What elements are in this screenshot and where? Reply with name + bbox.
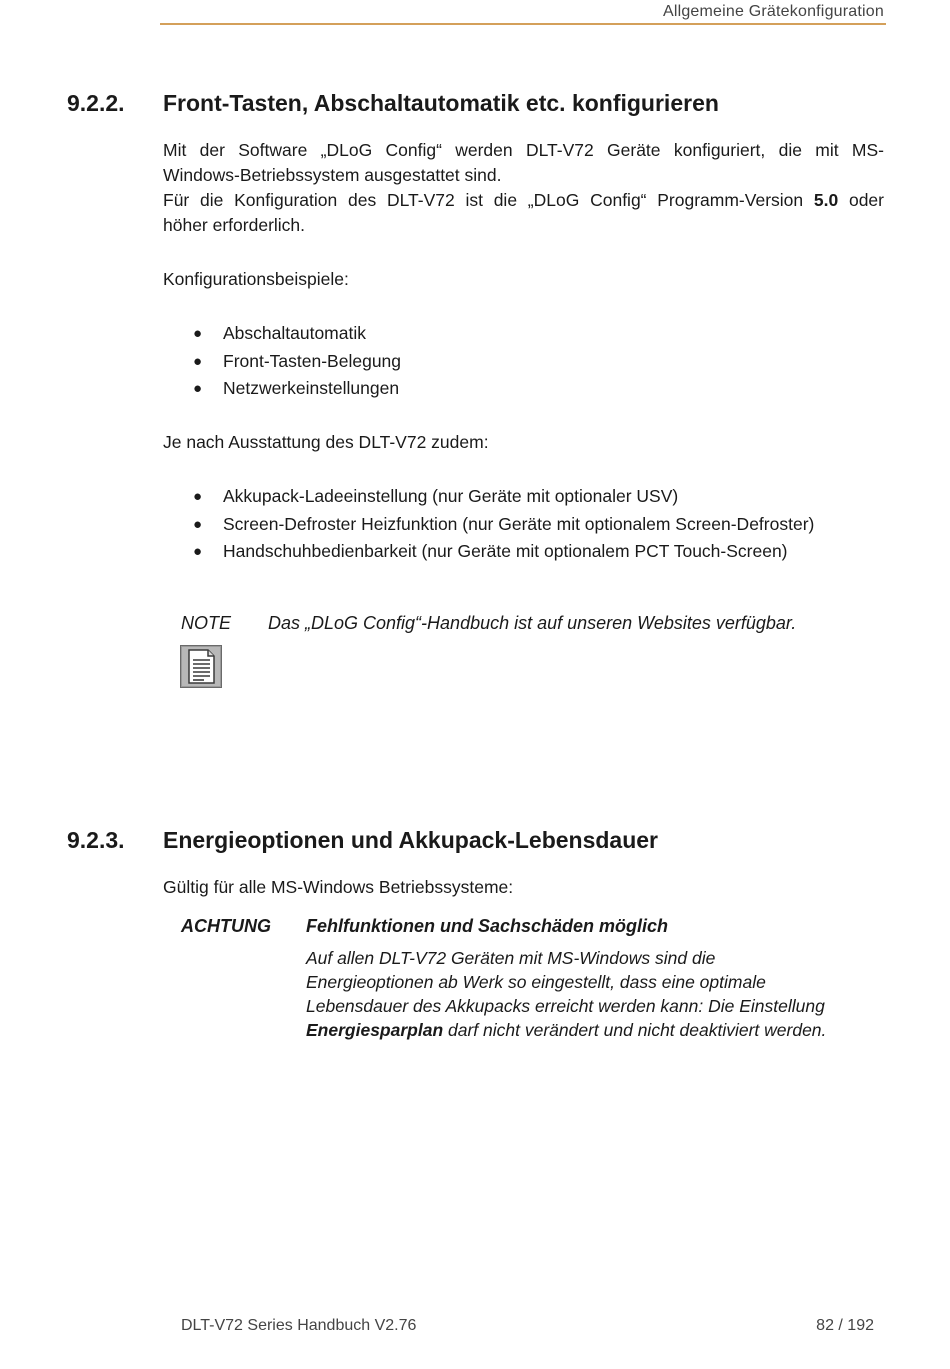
- warning-line-1: Auf allen DLT-V72 Geräten mit MS-Windows sind die: [306, 948, 716, 968]
- bullet-icon: ●: [193, 380, 203, 397]
- section-intro: Gültig für alle MS-Windows Betriebssysteme:: [163, 877, 514, 897]
- warning-line-4: [306, 1018, 826, 1042]
- list-item-text: Netzwerkeinstellungen: [223, 378, 400, 398]
- list-item: [193, 483, 814, 511]
- footer-document-title: DLT-V72 Series Handbuch V2.76: [181, 1317, 417, 1334]
- requirement-line-1: [163, 188, 884, 213]
- warning-line-4-text: darf nicht verändert und nicht deaktiviert werden.: [443, 1020, 827, 1040]
- section-number: 9.2.2.: [67, 90, 125, 116]
- intro-paragraph: [163, 138, 884, 238]
- warning-body: [306, 946, 826, 1042]
- header-title: Allgemeine Grätekonfiguration: [662, 3, 884, 20]
- list-item-text: Abschaltautomatik: [223, 323, 366, 343]
- bullet-icon: ●: [193, 325, 203, 342]
- examples-heading: Konfigurationsbeispiele:: [163, 269, 349, 289]
- section-number: 9.2.3.: [67, 827, 125, 853]
- equipment-list: [193, 483, 814, 566]
- note-text: Das „DLoG Config“-Handbuch ist auf unseren Websites verfügbar.: [268, 613, 797, 633]
- section-title: Front-Tasten, Abschaltautomatik etc. konfigurieren: [163, 90, 719, 116]
- warning-label: ACHTUNG: [181, 916, 271, 936]
- list-item: [193, 538, 814, 566]
- list-item-text: Akkupack-Ladeeinstellung (nur Geräte mit optionaler USV): [223, 486, 679, 506]
- list-item-text: Screen-Defroster Heizfunktion (nur Geräte mit optionalem Screen-Defroster): [223, 513, 815, 534]
- intro-line-1: Mit der Software „DLoG Config“ werden DLT-V72 Geräte konfiguriert, die mit MS-: [163, 140, 884, 160]
- version-number: 5.0: [813, 190, 839, 210]
- list-item-text: Front-Tasten-Belegung: [223, 350, 402, 371]
- list-item: [193, 375, 401, 403]
- warning-line-2: Energieoptionen ab Werk so eingestellt, dass eine optimale: [306, 972, 766, 992]
- warning-emphasis: Energiesparplan: [306, 1020, 444, 1040]
- bullet-icon: ●: [193, 488, 203, 505]
- intro-line-2: Windows-Betriebssystem ausgestattet sind.: [163, 165, 502, 185]
- document-note-icon: [180, 645, 222, 688]
- warning-line-3: Lebensdauer des Akkupacks erreicht werden kann: Die Einstellung: [306, 996, 825, 1016]
- bullet-icon: ●: [193, 352, 203, 370]
- section-title: Energieoptionen und Akkupack-Lebensdauer: [163, 827, 659, 853]
- requirement-text: Für die Konfiguration des DLT-V72 ist die „DLoG Config“ Programm-Version: [163, 190, 814, 210]
- equipment-heading: Je nach Ausstattung des DLT-V72 zudem:: [163, 432, 489, 452]
- note-label: NOTE: [181, 613, 232, 633]
- header-divider: [160, 23, 886, 25]
- list-item-text: Handschuhbedienbarkeit (nur Geräte mit optionalem PCT Touch-Screen): [223, 541, 788, 561]
- requirement-suffix: oder: [838, 190, 884, 210]
- list-item: [193, 348, 401, 376]
- list-item: [193, 511, 814, 539]
- bullet-icon: ●: [193, 515, 203, 533]
- list-item: [193, 320, 401, 348]
- footer-page-number: 82 / 192: [816, 1317, 874, 1334]
- warning-title: Fehlfunktionen und Sachschäden möglich: [306, 916, 669, 936]
- bullet-icon: ●: [193, 543, 203, 560]
- examples-list: [193, 320, 401, 403]
- requirement-line-2: höher erforderlich.: [163, 215, 306, 235]
